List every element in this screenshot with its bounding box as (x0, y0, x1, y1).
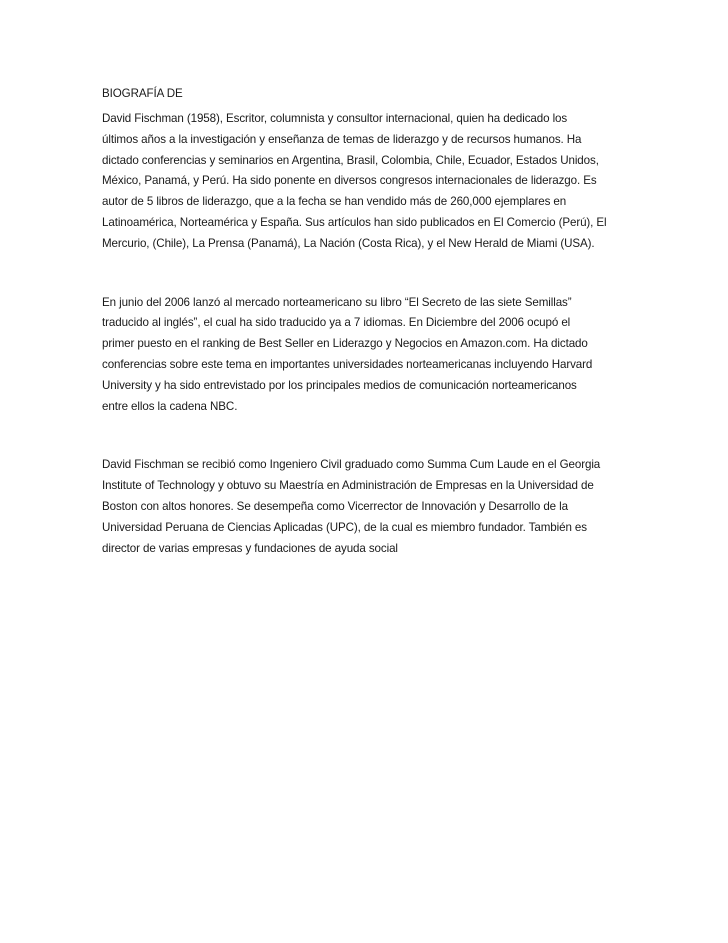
paragraph-line: Institute of Technology y obtuvo su Maestría en Administración de Empresas en la Universidad de (102, 479, 594, 493)
paragraph-line: autor de 5 libros de liderazgo, que a la fecha se han vendido más de 260,000 ejemplares en (102, 195, 567, 209)
document-body (102, 84, 628, 559)
paragraph-line: Universidad Peruana de Ciencias Aplicadas (UPC), de la cual es miembro fundador. También es (102, 520, 587, 534)
paragraph-line: David Fischman (1958), Escritor, columnista y consultor internacional, quien ha dedicado los (102, 112, 568, 125)
paragraph-line: David Fischman se recibió como Ingeniero Civil graduado como Summa Cum Laude en el Georgia (102, 458, 601, 472)
paragraph-line: Boston con altos honores. Se desempeña como Vicerrector de Innovación y Desarrollo de la (102, 499, 568, 513)
paragraph-line: Latinoamérica, Norteamérica y España. Sus artículos han sido publicados en El Comercio (Perú), El (102, 215, 607, 229)
paragraph-biography (102, 109, 628, 255)
paragraph-line: director de varias empresas y fundaciones de ayuda social (102, 541, 398, 555)
paragraph-line: dictado conferencias y seminarios en Argentina, Brasil, Colombia, Chile, Ecuador, Estados Unidos, (102, 153, 599, 167)
paragraph-education (102, 455, 628, 559)
paragraph-line: Mercurio, (Chile), La Prensa (Panamá), La Nación (Costa Rica), y el New Herald de Miami (USA). (102, 236, 595, 250)
paragraph-line: University y ha sido entrevistado por los principales medios de comunicación norteamericanos (102, 378, 577, 392)
paragraph-line: entre ellos la cadena NBC. (102, 399, 238, 413)
paragraph-book (102, 293, 628, 418)
paragraph-line: últimos años a la investigación y enseñanza de temas de liderazgo y de recursos humanos. Ha (102, 132, 582, 146)
document-heading: BIOGRAFÍA DE (102, 87, 183, 100)
paragraph-line: traducido al inglés”, el cual ha sido traducido ya a 7 idiomas. En Diciembre del 2006 ocupó el (102, 316, 571, 330)
paragraph-line: primer puesto en el ranking de Best Seller en Liderazgo y Negocios en Amazon.com. Ha dictado (102, 337, 588, 351)
paragraph-line: conferencias sobre este tema en importantes universidades norteamericanas incluyendo Harvard (102, 357, 593, 371)
paragraph-line: En junio del 2006 lanzó al mercado norteamericano su libro “El Secreto de las siete Semillas” (102, 295, 572, 309)
paragraph-line: México, Panamá, y Perú. Ha sido ponente en diversos congresos internacionales de liderazgo. Es (102, 174, 597, 188)
